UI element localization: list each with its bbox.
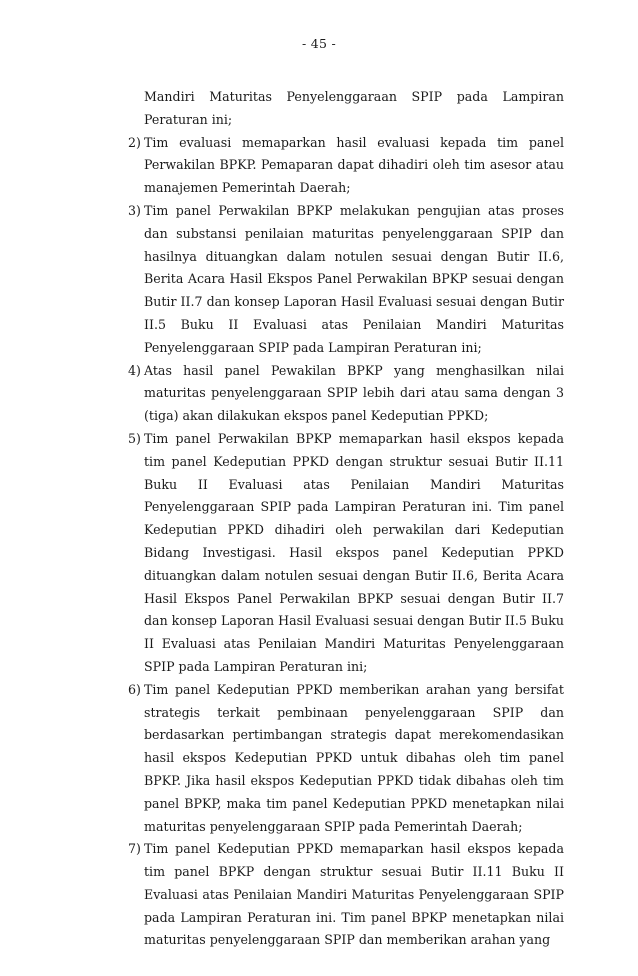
- list-item: [130, 360, 564, 428]
- body-text: [130, 86, 564, 952]
- list-item-text: Tim panel Kedeputian PPKD memberikan arahan yang bersifat strategis terkait pembinaan penyelenggaraan SPIP dan berdasarkan pertimbangan strategis dapat merekomendasikan hasil ekspos Kedeputian PPKD untuk dibahas oleh tim panel BPKP. Jika hasil ekspos Kedeputian PPKD tidak dibahas oleh tim panel BPKP, maka tim panel Kedeputian PPKD menetapkan nilai maturitas penyelenggaraan SPIP pada Pemerintah Daerah;: [144, 681, 564, 834]
- list-item-number: 7): [128, 841, 141, 857]
- page-number: - 45 -: [301, 36, 337, 51]
- list-item-number: 3): [128, 202, 141, 218]
- list-item-text: Tim panel Perwakilan BPKP melakukan pengujian atas proses dan substansi penilaian maturitas penyelenggaraan SPIP dan hasilnya dituangkan dalam notulen sesuai dengan Butir II.6, Berita Acara Hasil Ekspos Panel Perwakilan BPKP sesuai dengan Butir II.7 dan konsep Laporan Hasil Evaluasi sesuai dengan Butir II.5 Buku II Evaluasi atas Penilaian Mandiri Maturitas Penyelenggaraan SPIP pada Lampiran Peraturan ini;: [144, 202, 564, 355]
- list-item-text: Atas hasil panel Pewakilan BPKP yang menghasilkan nilai maturitas penyelenggaraan SPIP lebih dari atau sama dengan 3 (tiga) akan dilakukan ekspos panel Kedeputian PPKD;: [144, 362, 564, 424]
- list-item-number: 4): [128, 362, 141, 378]
- list-item: [130, 200, 564, 360]
- list-item-text: Tim panel Kedeputian PPKD memaparkan hasil ekspos kepada tim panel BPKP dengan struktur sesuai Butir II.11 Buku II Evaluasi atas Penilaian Mandiri Maturitas Penyelenggaraan SPIP pada Lampiran Peraturan ini. Tim panel BPKP menetapkan nilai maturitas penyelenggaraan SPIP dan memberikan arahan yang: [144, 841, 564, 948]
- list-item: [130, 679, 564, 839]
- list-item-number: 6): [128, 681, 141, 697]
- list-item: [130, 428, 564, 679]
- list-item-number: 2): [128, 134, 141, 150]
- list-item-text: Tim panel Perwakilan BPKP memaparkan hasil ekspos kepada tim panel Kedeputian PPKD dengan struktur sesuai Butir II.11 Buku II Evaluasi atas Penilaian Mandiri Maturitas Penyelenggaraan SPIP pada Lampiran Peraturan ini. Tim panel Kedeputian PPKD dihadiri oleh perwakilan dari Kedeputian Bidang Investigasi. Hasil ekspos panel Kedeputian PPKD dituangkan dalam notulen sesuai dengan Butir II.6, Berita Acara Hasil Ekspos Panel Perwakilan BPKP sesuai dengan Butir II.7 dan konsep Laporan Hasil Evaluasi sesuai dengan Butir II.5 Buku II Evaluasi atas Penilaian Mandiri Maturitas Penyelenggaraan SPIP pada Lampiran Peraturan ini;: [144, 430, 565, 674]
- list-item-number: 5): [128, 430, 141, 446]
- list-item: [130, 838, 564, 952]
- continuation-paragraph: Mandiri Maturitas Penyelenggaraan SPIP pada Lampiran Peraturan ini;: [144, 89, 564, 127]
- list-item-text: Tim evaluasi memaparkan hasil evaluasi kepada tim panel Perwakilan BPKP. Pemaparan dapat dihadiri oleh tim asesor atau manajemen Pemerintah Daerah;: [144, 134, 564, 196]
- list-item: [130, 132, 564, 200]
